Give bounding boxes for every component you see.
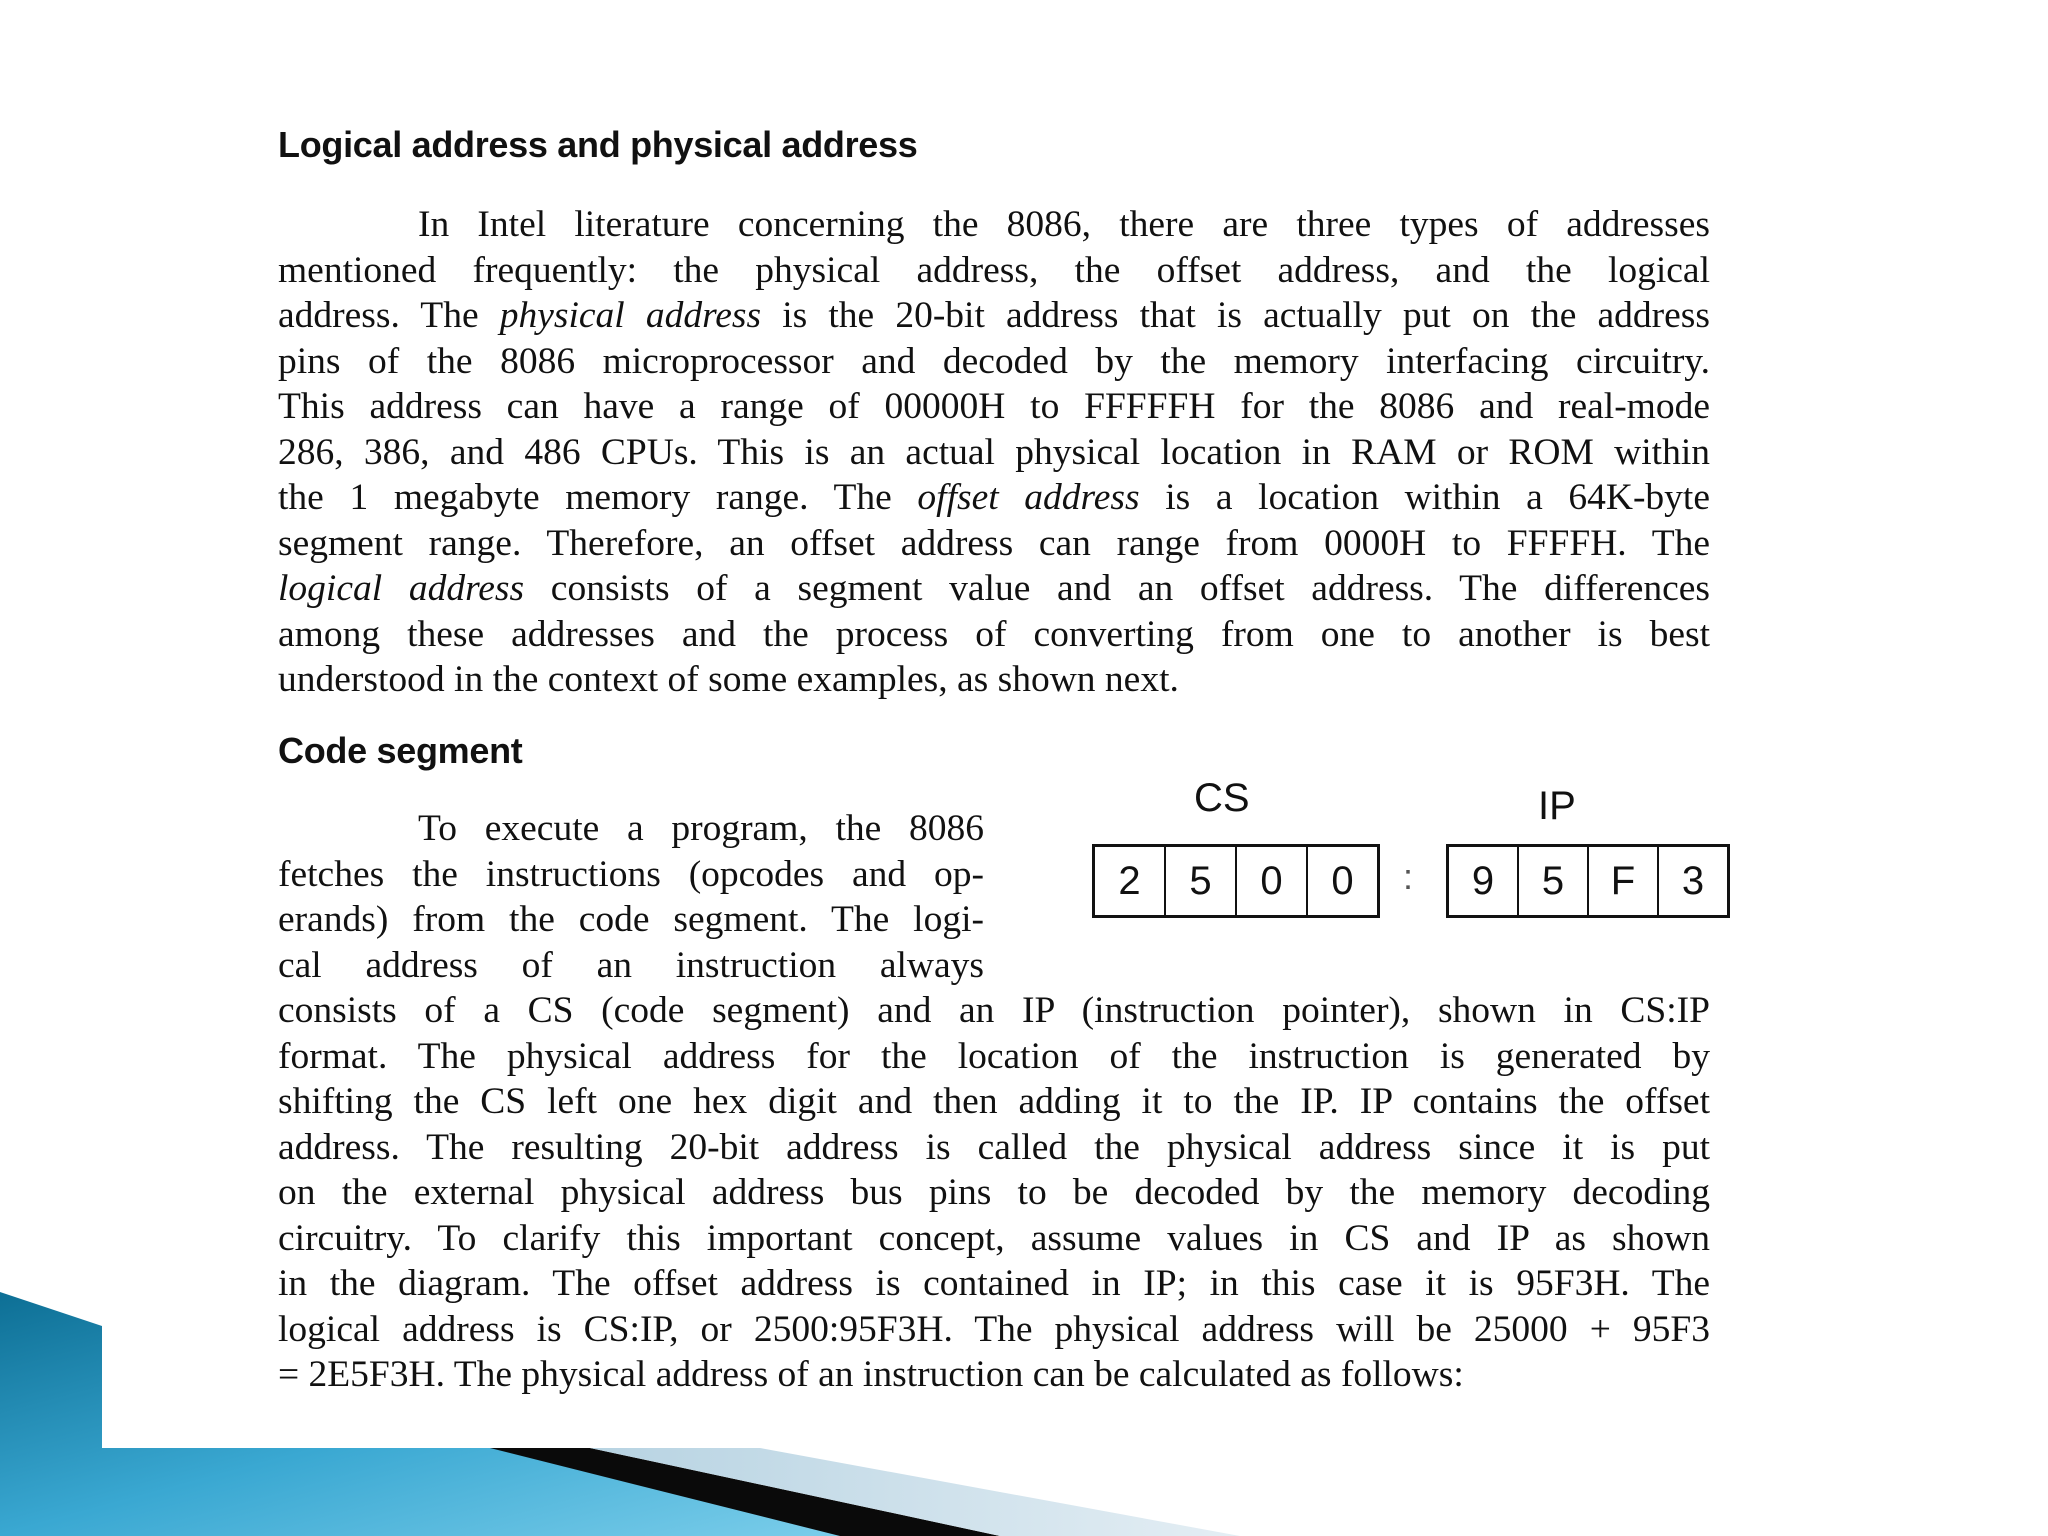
register-separator: :	[1403, 856, 1414, 897]
cs-digit: 5	[1164, 847, 1235, 915]
text-line: pins of the 8086 microprocessor and decoded by the memory interfacing circuitry.	[278, 340, 1710, 382]
text-line: understood in the context of some examples, as shown next.	[278, 659, 1179, 700]
text-line: 286, 386, and 486 CPUs. This is an actual physical location in RAM or ROM within	[278, 431, 1710, 473]
ip-digit: 9	[1471, 858, 1495, 903]
text-line: To execute a program, the 8086	[418, 808, 984, 849]
text-line: This address can have a range of 00000H to FFFFFH for the 8086 and real-mode	[278, 386, 1710, 427]
text-line: address. The physical address is the 20-bit address that is actually put on the address	[278, 295, 1710, 336]
text-line: segment range. Therefore, an offset address can range from 0000H to FFFFH. The	[278, 522, 1710, 564]
text-line: mentioned frequently: the physical address, the offset address, and the logical	[278, 249, 1710, 291]
text-line: = 2E5F3H. The physical address of an instruction can be calculated as follows:	[278, 1354, 1464, 1395]
text-line: among these addresses and the process of converting from one to another is best	[278, 613, 1710, 655]
ip-digit: 3	[1657, 847, 1727, 915]
paragraph-addresses	[278, 202, 1710, 703]
section-heading: Code segment	[278, 730, 523, 771]
section-heading: Logical address and physical address	[278, 124, 918, 165]
paragraph-code-segment-body	[278, 988, 1710, 1398]
text-line: cal address of an instruction always	[278, 944, 984, 986]
emphasized-term: offset address	[917, 477, 1140, 518]
cs-digit: 2	[1118, 858, 1141, 903]
text-line: in the diagram. The offset address is contained in IP; in this case it is 95F3H. The	[278, 1263, 1710, 1304]
paragraph-code-segment-intro	[278, 806, 984, 988]
ip-digit: F	[1587, 847, 1657, 915]
text-line: the 1 megabyte memory range. The offset address is a location within a 64K-byte	[278, 477, 1710, 518]
cs-register-box	[1092, 844, 1380, 918]
cs-digit: 0	[1235, 847, 1306, 915]
text-line: erands) from the code segment. The logi-	[278, 899, 984, 940]
text-line: address. The resulting 20-bit address is called the physical address since it is put	[278, 1126, 1710, 1168]
text-line: In Intel literature concerning the 8086, there are three types of addresses	[418, 204, 1710, 245]
text-line: logical address consists of a segment value and an offset address. The differences	[278, 568, 1711, 609]
emphasized-term: logical address	[278, 568, 525, 609]
text-line: consists of a CS (code segment) and an IP (instruction pointer), shown in CS:IP	[278, 990, 1710, 1031]
text-line: shifting the CS left one hex digit and then adding it to the IP. IP contains the offset	[278, 1081, 1710, 1122]
emphasized-term: physical address	[499, 295, 762, 336]
cs-register-label: CS	[1194, 776, 1250, 820]
text-line: format. The physical address for the location of the instruction is generated by	[278, 1035, 1710, 1077]
ip-register-label: IP	[1538, 784, 1576, 828]
ip-register-box	[1446, 844, 1730, 918]
text-line: on the external physical address bus pins to be decoded by the memory decoding	[278, 1172, 1710, 1213]
text-line: fetches the instructions (opcodes and op-	[278, 853, 984, 895]
text-line: logical address is CS:IP, or 2500:95F3H. The physical address will be 25000 + 95F3	[278, 1308, 1710, 1350]
ip-digit: 5	[1517, 847, 1587, 915]
cs-digit: 0	[1306, 847, 1377, 915]
text-line: circuitry. To clarify this important concept, assume values in CS and IP as shown	[278, 1217, 1710, 1259]
